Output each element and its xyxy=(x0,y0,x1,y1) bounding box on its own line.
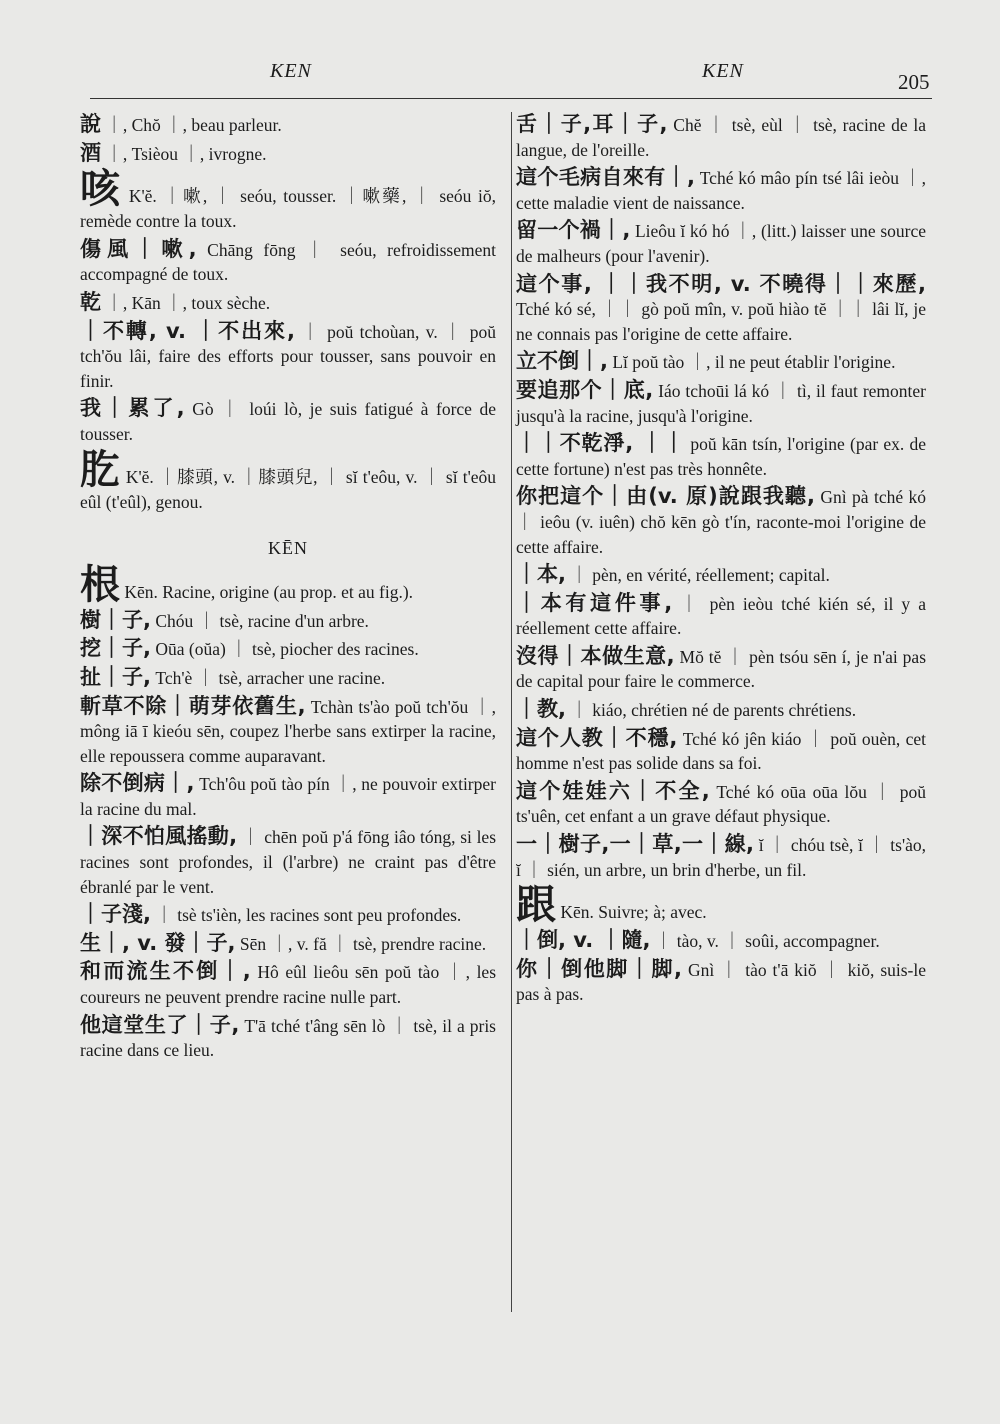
entry-definition: Tché kó jên kiáo ｜ poŭ ouèn, cet homme n'est pas solide dans sa foi. xyxy=(516,728,926,774)
chinese-phrase: 除不倒病｜, xyxy=(80,771,195,796)
headword-character: 根 xyxy=(80,561,120,608)
entry-definition: Iáo tchoūi lá kó ｜ tì, il faut remonter jusqu'à la racine, jusqu'à l'origine. xyxy=(516,380,926,426)
chinese-phrase: ｜倒, v. ｜隨, xyxy=(516,928,651,953)
dictionary-entry xyxy=(80,141,496,167)
chinese-phrase: 挖｜子, xyxy=(80,636,151,661)
chinese-phrase: 舌｜子,耳｜子, xyxy=(516,112,668,136)
entry-definition: ｜ poŭ tchoùan, v. ｜ poŭ tch'ŏu lâi, faire des efforts pour tousser, sans pouvoir en finir. xyxy=(80,321,497,391)
left-column xyxy=(80,112,496,1066)
headword-character: 肐 xyxy=(80,446,121,493)
entry-definition: Hô eûl lieôu sēn poŭ tào ｜, les coureurs ne peuvent prendre racine nulle part. xyxy=(80,962,497,1008)
dictionary-entry xyxy=(80,237,496,287)
running-head-center: KEN xyxy=(702,60,744,82)
chinese-phrase: 斬草不除｜萌芽依舊生, xyxy=(80,693,306,718)
chinese-phrase: 這个娃娃六｜不全, xyxy=(516,778,710,803)
column-divider xyxy=(511,112,512,1312)
chinese-phrase: 扯｜子, xyxy=(80,664,151,689)
dictionary-entry xyxy=(80,959,496,1009)
dictionary-entry xyxy=(80,771,496,821)
chinese-phrase: ｜深不怕風搖動, xyxy=(80,824,238,849)
dictionary-entry xyxy=(516,218,926,268)
chinese-phrase: 傷風｜嗽, xyxy=(80,236,197,261)
entry-definition: Sēn ｜, v. fă ｜ tsè, prendre racine. xyxy=(239,933,487,954)
dictionary-entry xyxy=(80,694,496,769)
entry-definition: ｜ chēn poŭ p'á fōng iâo tóng, si les racines sont profondes, il (l'arbre) ne craint pas d'être ébranlé par le vent. xyxy=(80,827,497,897)
dictionary-entry xyxy=(516,726,926,776)
entry-definition: K'ĕ. ｜膝頭, v. ｜膝頭兒, ｜ sĭ t'eôu, v. ｜ sĭ t'eôu eûl (t'eûl), genou. xyxy=(80,466,496,512)
chinese-phrase: 乾 xyxy=(80,289,101,314)
chinese-phrase: ｜子淺, xyxy=(80,902,151,927)
chinese-phrase: 和而流生不倒｜, xyxy=(80,959,251,984)
header-rule xyxy=(90,98,932,99)
dictionary-entry xyxy=(80,824,496,899)
chinese-phrase: 樹｜子, xyxy=(80,607,151,632)
entry-definition: Chāng fōng ｜ seóu, refroidissement accompagné de toux. xyxy=(80,239,496,285)
dictionary-entry xyxy=(516,484,926,559)
chinese-phrase: 他這堂生了｜子, xyxy=(80,1012,240,1037)
entry-definition: ｜, Tsièou ｜, ivrogne. xyxy=(105,143,267,164)
dictionary-entry xyxy=(80,290,496,316)
dictionary-entry xyxy=(80,166,497,234)
chinese-phrase: ｜不轉, v. ｜不出來, xyxy=(80,318,295,343)
entry-definition: Gnì pà tché kó ｜ ieôu (v. iuên) chŏ kēn gò t'ín, raconte-moi l'origine de cette affaire. xyxy=(516,487,927,557)
dictionary-entry xyxy=(80,446,496,515)
chinese-phrase: 我｜累了, xyxy=(80,396,185,421)
dictionary-entry xyxy=(516,644,926,694)
entry-definition: ｜ pèn, en vérité, réellement; capital. xyxy=(570,565,830,586)
entry-definition: Tch'è ｜ tsè, arracher une racine. xyxy=(155,667,386,688)
entry-definition: K'ĕ. ｜嗽, ｜ seóu, tousser. ｜嗽藥, ｜ seóu iŏ, remède contre la toux. xyxy=(80,186,497,232)
chinese-phrase: ｜本, xyxy=(516,562,566,587)
dictionary-entry xyxy=(516,591,926,641)
dictionary-entry xyxy=(80,608,496,634)
entry-definition: Tché kó sé, ｜｜ gò poŭ mîn, v. poŭ hiào tĕ ｜｜ lâi lĭ, je ne connais pas l'origine de cette affaire. xyxy=(516,299,926,344)
entry-definition: Mŏ tĕ ｜ pèn tsóu sēn í, je n'ai pas de capital pour faire le commerce. xyxy=(516,646,927,692)
entry-definition: T'ā tché t'âng sēn lò ｜ tsè, il a pris racine dans ce lieu. xyxy=(80,1015,496,1061)
entry-definition: ｜ kiáo, chrétien né de parents chrétiens. xyxy=(570,700,857,721)
dictionary-entry xyxy=(80,636,496,662)
chinese-phrase: 你把這个｜由(v. 原)說跟我聽, xyxy=(516,484,815,509)
chinese-phrase: 留一个禍｜, xyxy=(516,218,631,243)
entry-definition: Lĭ poŭ tào ｜, il ne peut établir l'origine. xyxy=(612,352,896,373)
dictionary-entry xyxy=(516,272,926,347)
chinese-phrase: 這个毛病自來有｜, xyxy=(516,165,695,190)
chinese-phrase: 沒得｜本做生意, xyxy=(516,643,675,668)
dictionary-entry xyxy=(516,562,926,588)
chinese-phrase: 你｜倒他脚｜脚, xyxy=(516,956,683,981)
chinese-phrase: 要追那个｜底, xyxy=(516,377,654,402)
dictionary-entry xyxy=(80,396,496,446)
entry-definition: ĭ ｜ chóu tsè, ĭ ｜ ts'ào, ĭ ｜ sién, un arbre, un brin d'herbe, un fil. xyxy=(516,835,927,880)
dictionary-entry xyxy=(516,779,926,829)
dictionary-entry xyxy=(516,882,926,929)
dictionary-entry xyxy=(516,697,926,723)
entry-definition: ｜ pèn ieòu tché kién sé, il y a réellement cette affaire. xyxy=(516,593,927,639)
dictionary-entry xyxy=(80,1013,496,1063)
dictionary-entry xyxy=(516,112,926,162)
entry-definition: Chóu ｜ tsè, racine d'un arbre. xyxy=(155,610,369,631)
entry-definition: ｜ tsè ts'ièn, les racines sont peu profondes. xyxy=(155,905,462,926)
entry-definition: Tchàn ts'ào poŭ tch'ŏu ｜, mông iā ī kieóu sēn, coupez l'herbe sans extirper la racine, elle repoussera comme auparavant. xyxy=(80,696,496,766)
dictionary-entry xyxy=(80,931,496,957)
chinese-phrase: 這个事, ｜｜我不明, v. 不曉得｜｜來歷, xyxy=(516,271,926,296)
section-title: KĒN xyxy=(268,538,308,559)
entry-definition: Gnì ｜ tào t'ā kiŏ ｜ kiŏ, suis-le pas à pas. xyxy=(516,959,927,1005)
chinese-phrase: ｜｜不乾淨, ｜｜ xyxy=(516,431,686,456)
chinese-phrase: 這个人教｜不穩, xyxy=(516,725,678,750)
chinese-phrase: 說 xyxy=(80,112,101,136)
chinese-phrase: ｜本有這件事, xyxy=(516,590,673,615)
dictionary-entry xyxy=(516,832,926,882)
entry-definition: Oūa (oŭa) ｜ tsè, piocher des racines. xyxy=(155,639,419,660)
dictionary-entry xyxy=(80,112,496,138)
chinese-phrase: 一｜樹子,一｜草,一｜線, xyxy=(516,832,755,857)
chinese-phrase: 酒 xyxy=(80,140,101,165)
chinese-phrase: ｜教, xyxy=(516,697,566,722)
entry-definition: Tch'ôu poŭ tào pín ｜, ne pouvoir extirper la racine du mal. xyxy=(80,774,496,819)
entry-definition: Chĕ ｜ tsè, eùl ｜ tsè, racine de la langue, de l'oreille. xyxy=(516,115,926,160)
entry-definition: poŭ kān tsín, l'origine (par ex. de cette fortune) n'est pas très honnête. xyxy=(516,434,927,479)
dictionary-entry xyxy=(516,957,926,1007)
chinese-phrase: 立不倒｜, xyxy=(516,349,608,374)
dictionary-entry xyxy=(516,928,926,954)
dictionary-entry xyxy=(516,165,926,215)
entry-definition: Lieôu ĭ kó hó ｜, (litt.) laisser une source de malheurs (pour l'avenir). xyxy=(516,221,926,266)
entry-definition: Tché kó oūa oūa lŏu ｜ poŭ ts'uên, cet enfant a un grave défaut physique. xyxy=(516,781,927,827)
headword-character: 咳 xyxy=(80,166,123,213)
dictionary-entry xyxy=(516,378,926,428)
dictionary-entry xyxy=(80,665,496,691)
entry-definition: ｜, Kān ｜, toux sèche. xyxy=(105,292,271,313)
headword-character: 跟 xyxy=(516,882,556,929)
entry-definition: Kēn. Suivre; à; avec. xyxy=(560,902,707,923)
entry-definition: Kēn. Racine, origine (au prop. et au fig.). xyxy=(124,581,414,602)
dictionary-entry xyxy=(80,561,496,608)
running-head-left: KEN xyxy=(270,60,312,82)
entry-definition: ｜ tào, v. ｜ soûi, accompagner. xyxy=(654,931,880,952)
dictionary-entry xyxy=(80,319,496,394)
page-number: 205 xyxy=(898,70,930,94)
entry-definition: ｜, Chŏ ｜, beau parleur. xyxy=(105,115,282,135)
entry-definition: Tché kó mâo pín tsé lâi ieòu ｜, cette maladie vient de naissance. xyxy=(516,168,927,213)
dictionary-entry xyxy=(516,431,926,481)
dictionary-entry xyxy=(80,902,496,928)
chinese-phrase: 生｜, v. 發｜子, xyxy=(80,930,236,955)
dictionary-entry xyxy=(516,349,926,375)
right-column xyxy=(516,112,926,1010)
entry-definition: Gò ｜ loúi lò, je suis fatigué à force de tousser. xyxy=(80,399,496,444)
